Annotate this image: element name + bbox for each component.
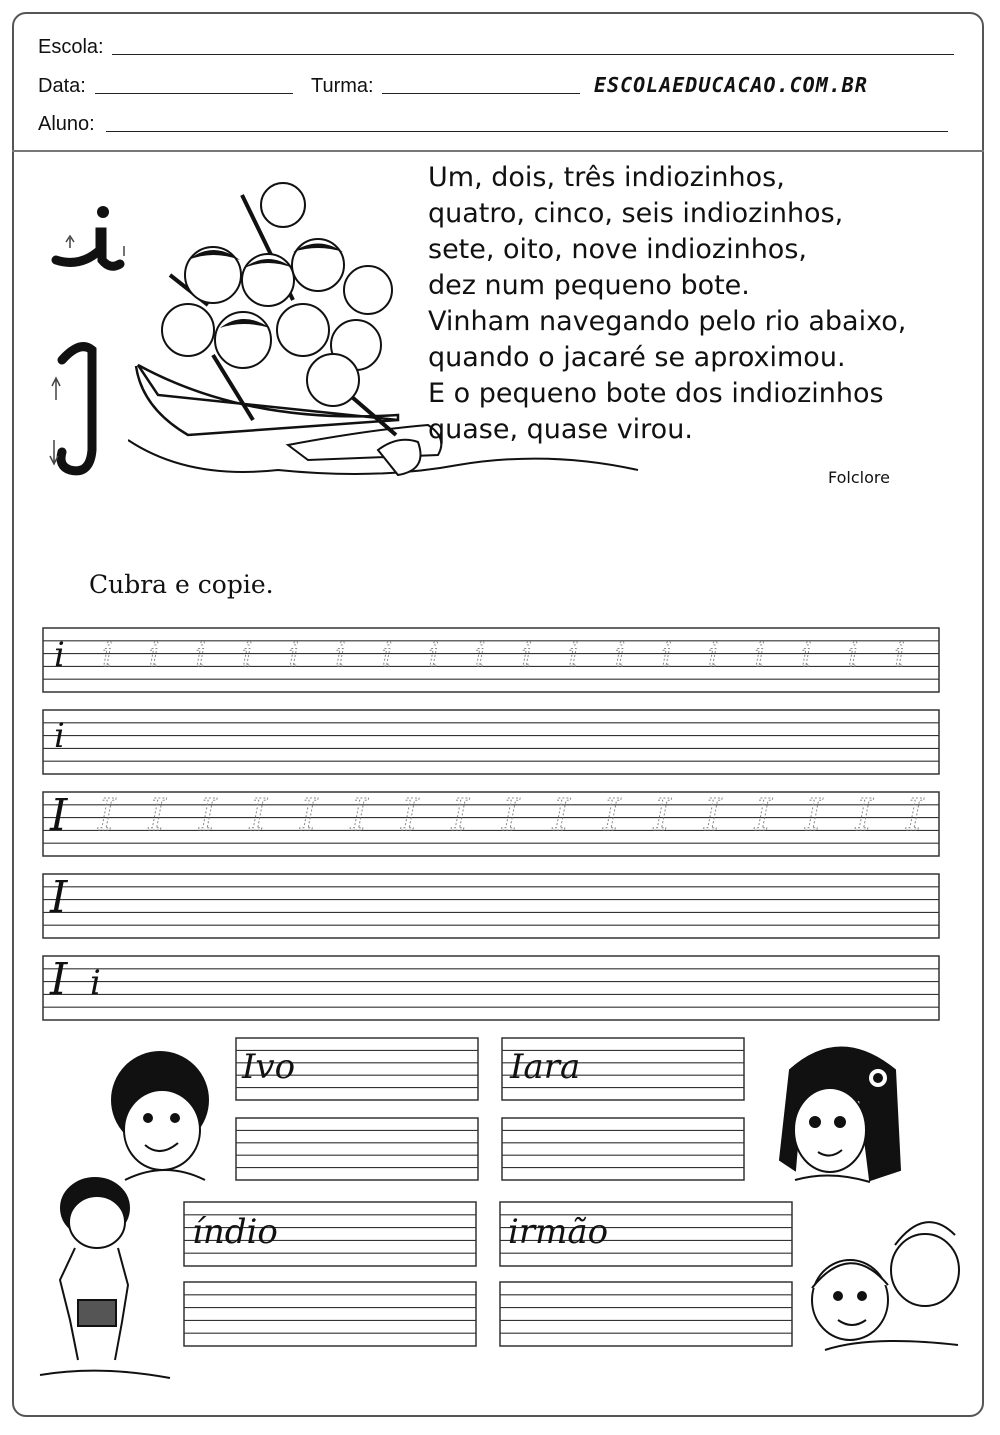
trace-letter: I: [401, 790, 419, 841]
writing-box[interactable]: [502, 1118, 744, 1180]
class-field[interactable]: [382, 93, 580, 94]
row-upper-copy[interactable]: [49, 872, 69, 923]
trace-letter: i: [521, 635, 533, 675]
trace-letter: i: [428, 635, 440, 675]
trace-letter: I: [451, 790, 469, 841]
student-field[interactable]: [106, 131, 948, 132]
trace-letter: i: [568, 635, 579, 675]
word-ivo: Ivo: [242, 1047, 296, 1087]
school-label: Escola:: [38, 36, 104, 58]
trace-letter: i: [381, 635, 393, 675]
trace-letter: i: [288, 635, 300, 675]
uppercase-i-model: [50, 347, 92, 471]
trace-letter: I: [906, 790, 924, 841]
poem-line: Vinham navegando pelo rio abaixo,: [428, 306, 907, 337]
exercise-instruction: Cubra e copie.: [89, 570, 274, 599]
trace-letter: i: [707, 635, 719, 675]
trace-letter: I: [805, 790, 823, 841]
poem: [428, 160, 906, 448]
row-upper-trace[interactable]: [49, 790, 925, 841]
trace-letter: I: [148, 790, 166, 841]
row-mixed-copy[interactable]: [49, 954, 101, 1005]
trace-letter: I: [350, 790, 368, 841]
row-upper-model: I: [50, 790, 68, 841]
school-field[interactable]: [112, 54, 954, 55]
writing-box[interactable]: [500, 1282, 792, 1346]
class-label: Turma:: [311, 75, 374, 97]
poem-line: E o pequeno bote dos indiozinhos: [428, 378, 884, 409]
trace-letter: I: [502, 790, 520, 841]
trace-letter: I: [603, 790, 621, 841]
word-indio: índio: [192, 1212, 278, 1252]
date-label: Data:: [38, 75, 86, 97]
writing-box[interactable]: [236, 1118, 478, 1180]
indigenous-boy-illustration: [40, 1178, 170, 1378]
lowercase-i-model: [56, 206, 124, 266]
word-iara: Iara: [510, 1047, 581, 1087]
trace-letter: I: [300, 790, 318, 841]
poem-line: quando o jacaré se aproximou.: [428, 342, 846, 373]
row-lower-model: i: [54, 635, 65, 675]
poem-line: Um, dois, três indiozinhos,: [428, 162, 785, 193]
header-divider: [12, 150, 984, 152]
trace-letter: i: [894, 635, 906, 675]
word-section: [0, 1030, 1000, 1400]
trace-letter: i: [335, 635, 346, 675]
two-boys-illustration: [812, 1222, 959, 1350]
row-mixed-lower: i: [90, 963, 101, 1003]
trace-letter: i: [148, 635, 160, 675]
trace-letter: i: [474, 635, 486, 675]
writing-box[interactable]: [43, 710, 939, 774]
trace-letter: i: [754, 635, 766, 675]
practice-rows: [40, 620, 942, 1030]
row-lower-copy[interactable]: [54, 716, 65, 756]
row-lower-copy-model: i: [54, 716, 65, 756]
poem-line: quase, quase virou.: [428, 414, 693, 445]
trace-letter: I: [552, 790, 570, 841]
trace-letter: i: [661, 635, 673, 675]
trace-letter: I: [855, 790, 873, 841]
writing-box[interactable]: [184, 1282, 476, 1346]
trace-letter: i: [241, 635, 253, 675]
date-field[interactable]: [95, 93, 293, 94]
site-name: ESCOLAEDUCACAO.COM.BR: [594, 73, 868, 97]
poem-credit: Folclore: [828, 468, 890, 487]
trace-letter: I: [704, 790, 722, 841]
trace-letter: i: [614, 635, 626, 675]
row-mixed-upper: I: [50, 954, 68, 1005]
girl-illustration: [780, 1048, 900, 1183]
trace-letter: I: [754, 790, 772, 841]
word-irmao: irmão: [508, 1212, 609, 1252]
trace-letter: I: [653, 790, 671, 841]
trace-letter: I: [249, 790, 267, 841]
trace-letter: I: [98, 790, 116, 841]
poem-line: sete, oito, nove indiozinhos,: [428, 234, 807, 265]
poem-line: dez num pequeno bote.: [428, 270, 750, 301]
poem-line: quatro, cinco, seis indiozinhos,: [428, 198, 844, 229]
curly-boy-illustration: [112, 1052, 208, 1180]
trace-letter: i: [102, 635, 113, 675]
row-upper-copy-model: I: [50, 872, 68, 923]
letter-model: [40, 190, 130, 490]
trace-letter: I: [199, 790, 217, 841]
trace-letter: i: [847, 635, 859, 675]
trace-letter: i: [801, 635, 812, 675]
trace-letter: i: [195, 635, 207, 675]
writing-box[interactable]: [43, 956, 939, 1020]
writing-box[interactable]: [43, 874, 939, 938]
student-label: Aluno:: [38, 113, 95, 135]
